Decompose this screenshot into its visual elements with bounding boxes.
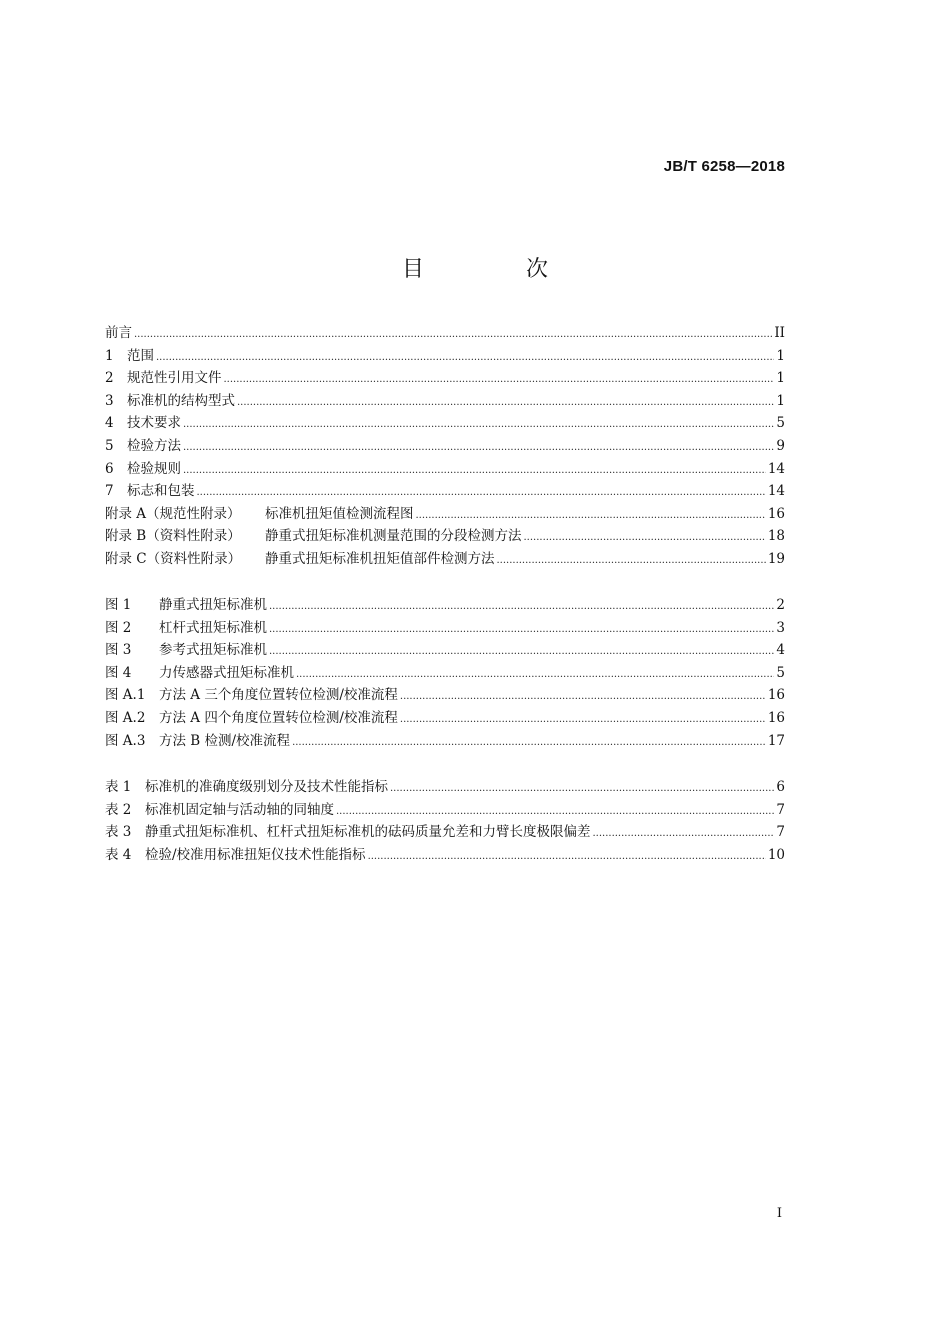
toc-leader-dots bbox=[134, 322, 772, 347]
toc-leader-dots bbox=[183, 412, 774, 437]
toc-entry-number: 图 A.3 bbox=[105, 732, 146, 749]
toc-entry-page: 19 bbox=[767, 550, 785, 567]
toc-entry-page: 9 bbox=[776, 437, 785, 454]
toc-entry-label: 技术要求 bbox=[127, 415, 181, 432]
toc-leader-dots bbox=[390, 776, 774, 801]
toc-entry-page: 14 bbox=[767, 460, 785, 477]
toc-entry-foreword[interactable] bbox=[105, 322, 785, 345]
toc-entry-table[interactable] bbox=[105, 776, 785, 799]
toc-entry-page: II bbox=[774, 325, 785, 341]
toc-entry-figure[interactable] bbox=[105, 594, 785, 617]
toc-entry-page: 5 bbox=[776, 415, 785, 432]
toc-entry-figure[interactable] bbox=[105, 684, 785, 707]
toc-entry-number: 表 3 bbox=[105, 824, 132, 841]
toc-entry-chapter[interactable] bbox=[105, 345, 785, 368]
toc-entry-page: 16 bbox=[767, 505, 785, 522]
page-number: I bbox=[776, 1206, 782, 1221]
toc-leader-dots bbox=[368, 844, 766, 869]
toc-entry-label: 静重式扭矩标准机 bbox=[159, 597, 267, 613]
toc-entry-number: 图 2 bbox=[105, 619, 132, 636]
toc-leader-dots bbox=[524, 525, 766, 550]
toc-leader-dots bbox=[593, 821, 775, 846]
toc-entry-label: 标志和包装 bbox=[127, 483, 195, 500]
toc-leader-dots bbox=[497, 548, 766, 573]
toc-entry-chapter[interactable] bbox=[105, 412, 785, 435]
toc-figures bbox=[105, 594, 785, 752]
toc-entry-number: 图 A.2 bbox=[105, 709, 146, 726]
toc-entry-page: 16 bbox=[767, 709, 785, 726]
toc-entry-number: 5 bbox=[105, 437, 114, 454]
toc-entry-annex[interactable] bbox=[105, 503, 785, 526]
toc-leader-dots bbox=[237, 390, 774, 415]
toc-entry-label: 前言 bbox=[105, 325, 132, 341]
toc-leader-dots bbox=[292, 730, 766, 755]
toc-entry-chapter[interactable] bbox=[105, 480, 785, 503]
toc-entry-page: 14 bbox=[767, 483, 785, 500]
toc-leader-dots bbox=[269, 594, 774, 619]
toc-entry-label: 标准机的准确度级别划分及技术性能指标 bbox=[145, 779, 388, 795]
toc-leader-dots bbox=[197, 480, 766, 505]
toc-entry-chapter[interactable] bbox=[105, 435, 785, 458]
toc-entry-number: 附录 A（规范性附录） bbox=[105, 505, 241, 522]
toc-entry-label: 力传感器式扭矩标准机 bbox=[159, 664, 294, 681]
toc-entry-label: 标准机扭矩值检测流程图 bbox=[265, 505, 414, 522]
toc-entry-number: 图 3 bbox=[105, 642, 132, 659]
toc-entry-page: 7 bbox=[776, 824, 785, 841]
toc-leader-dots bbox=[183, 458, 766, 483]
toc-entry-figure[interactable] bbox=[105, 662, 785, 685]
toc-leader-dots bbox=[400, 707, 766, 732]
toc-entry-page: 5 bbox=[776, 664, 785, 681]
toc-entry-number: 图 4 bbox=[105, 664, 132, 681]
toc-title: 目 次 bbox=[401, 257, 588, 282]
toc-leader-dots bbox=[269, 639, 774, 664]
toc-leader-dots bbox=[400, 684, 766, 709]
toc-entry-number: 2 bbox=[105, 370, 114, 387]
toc-entry-page: 2 bbox=[776, 597, 785, 613]
toc-leader-dots bbox=[336, 799, 774, 824]
standard-code: JB/T 6258—2018 bbox=[663, 158, 785, 175]
toc-entry-number: 6 bbox=[105, 460, 114, 477]
toc-entry-number: 表 2 bbox=[105, 801, 132, 818]
toc-entry-label: 规范性引用文件 bbox=[127, 370, 222, 387]
toc-leader-dots bbox=[269, 617, 774, 642]
toc-entry-page: 1 bbox=[776, 347, 785, 364]
toc-entry-chapter[interactable] bbox=[105, 367, 785, 390]
toc-entry-annex[interactable] bbox=[105, 525, 785, 548]
toc-entry-page: 4 bbox=[776, 642, 785, 659]
toc-entry-figure[interactable] bbox=[105, 617, 785, 640]
toc-entry-number: 附录 C（资料性附录） bbox=[105, 550, 242, 567]
toc-leader-dots bbox=[183, 435, 774, 460]
toc-leader-dots bbox=[156, 345, 774, 370]
toc-entry-page: 10 bbox=[767, 846, 785, 863]
toc-entry-page: 1 bbox=[776, 392, 785, 409]
toc-entry-number: 图 1 bbox=[105, 597, 132, 613]
toc-entry-annex[interactable] bbox=[105, 548, 785, 571]
toc-entry-label: 静重式扭矩标准机测量范围的分段检测方法 bbox=[265, 528, 522, 545]
toc-entry-page: 3 bbox=[776, 619, 785, 636]
toc-entry-page: 6 bbox=[776, 779, 785, 795]
toc-entry-chapter[interactable] bbox=[105, 458, 785, 481]
toc-entry-number: 7 bbox=[105, 483, 114, 500]
toc-entry-page: 16 bbox=[767, 687, 785, 704]
toc-entry-page: 18 bbox=[767, 528, 785, 545]
toc-entry-table[interactable] bbox=[105, 799, 785, 822]
toc-entry-label: 方法 A 三个角度位置转位检测/校准流程 bbox=[159, 687, 398, 704]
toc-entry-label: 静重式扭矩标准机扭矩值部件检测方法 bbox=[265, 550, 495, 567]
toc-entry-number: 表 4 bbox=[105, 846, 132, 863]
toc-entry-page: 17 bbox=[767, 732, 785, 749]
toc-entry-number: 表 1 bbox=[105, 779, 132, 795]
toc-entry-label: 检验规则 bbox=[127, 460, 181, 477]
toc-entry-label: 检验方法 bbox=[127, 437, 181, 454]
toc-entry-number: 图 A.1 bbox=[105, 687, 146, 704]
toc-entry-label: 杠杆式扭矩标准机 bbox=[159, 619, 267, 636]
toc-entry-label: 检验/校准用标准扭矩仪技术性能指标 bbox=[145, 846, 366, 863]
toc-entry-number: 4 bbox=[105, 415, 114, 432]
toc-entry-figure[interactable] bbox=[105, 707, 785, 730]
toc-entry-label: 静重式扭矩标准机、杠杆式扭矩标准机的砝码质量允差和力臂长度极限偏差 bbox=[145, 824, 591, 841]
toc-entry-number: 1 bbox=[105, 347, 114, 364]
toc-entry-label: 方法 A 四个角度位置转位检测/校准流程 bbox=[159, 709, 398, 726]
toc-entry-number: 附录 B（资料性附录） bbox=[105, 528, 241, 545]
toc-entry-page: 1 bbox=[776, 370, 785, 387]
toc-entry-figure[interactable] bbox=[105, 639, 785, 662]
toc-entry-chapter[interactable] bbox=[105, 390, 785, 413]
toc-entry-label: 范围 bbox=[127, 347, 154, 364]
toc-entry-table[interactable] bbox=[105, 821, 785, 844]
toc-leader-dots bbox=[296, 662, 774, 687]
toc-leader-dots bbox=[416, 503, 766, 528]
toc-tables bbox=[105, 776, 785, 866]
toc-entry-label: 参考式扭矩标准机 bbox=[159, 642, 267, 659]
toc-entry-figure[interactable] bbox=[105, 730, 785, 753]
toc-entry-label: 标准机的结构型式 bbox=[127, 392, 235, 409]
toc-entry-label: 方法 B 检测/校准流程 bbox=[159, 732, 291, 749]
toc-chapters bbox=[105, 322, 785, 571]
toc-leader-dots bbox=[224, 367, 775, 392]
toc-entry-table[interactable] bbox=[105, 844, 785, 867]
toc-entry-number: 3 bbox=[105, 392, 114, 409]
toc-entry-page: 7 bbox=[776, 801, 785, 818]
toc-entry-label: 标准机固定轴与活动轴的同轴度 bbox=[145, 801, 334, 818]
